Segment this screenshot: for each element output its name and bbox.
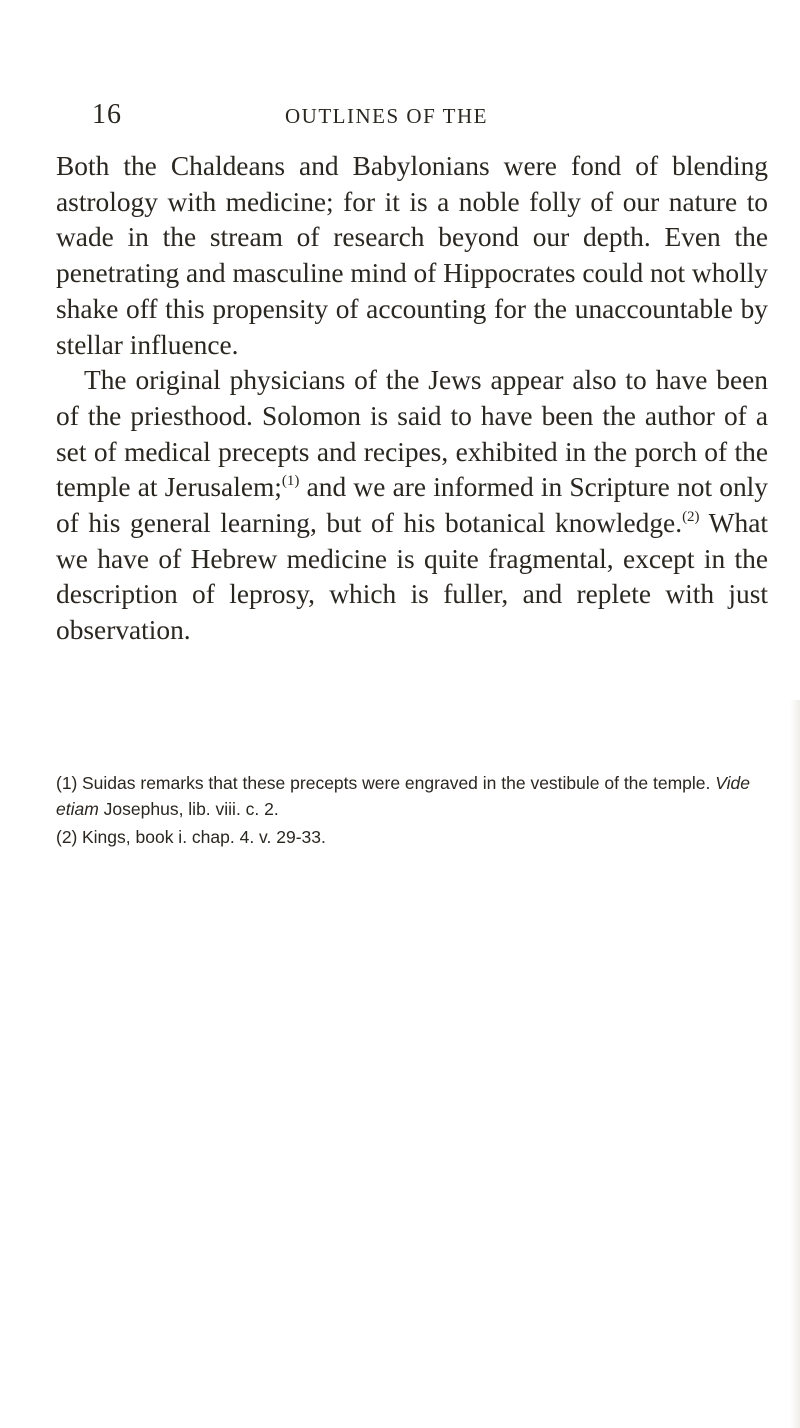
paragraph-2-text-1: The original physicians of the Jews appear also to have been of the priesthood. Solomon is said to have been the author of a set of medical precepts and recipes, exhibited in the porch of the temple at Jerusalem; bbox=[56, 365, 768, 503]
footnote-ref-2: (2) bbox=[682, 509, 700, 526]
footnote-1-text: Suidas remarks that these precepts were engraved in the vestibule of the temple. bbox=[82, 773, 716, 793]
paragraph-2-text-2: and we are informed in Scripture not only of his general learning, but of his botanical knowledge. bbox=[56, 472, 768, 539]
page-number: 16 bbox=[92, 99, 122, 130]
footnote-1-italic: Vide etiam bbox=[56, 773, 750, 819]
page-edge-shadow bbox=[790, 700, 800, 1428]
footnote-1 bbox=[56, 770, 768, 822]
paragraph-2-text-3: What we have of Hebrew medicine is quite fragmental, except in the description of leprosy, which is fuller, and replete with just observation. bbox=[56, 508, 768, 646]
body-text bbox=[56, 149, 768, 649]
footnote-1-marker: (1) bbox=[56, 773, 78, 793]
footnote-2-marker: (2) bbox=[56, 827, 78, 847]
footnote-1-text-after: Josephus, lib. viii. c. 2. bbox=[98, 799, 279, 819]
running-head: OUTLINES OF THE bbox=[285, 104, 488, 128]
page-header bbox=[92, 95, 782, 135]
footnote-2-text: Kings, book i. chap. 4. v. 29-33. bbox=[82, 827, 326, 847]
footnote-ref-1: (1) bbox=[281, 473, 300, 490]
paragraph-2 bbox=[56, 363, 768, 649]
footnote-2 bbox=[56, 824, 768, 850]
paragraph-1: Both the Chaldeans and Babylonians were fond of blending astrology with medicine; for it is a noble folly of our nature to wade in the stream of research beyond our depth. Even the penetrating and masculine mind of Hippocrates could not wholly shake off this propensity of accounting for the unaccountable by stellar influence. bbox=[56, 151, 768, 360]
footnotes bbox=[56, 770, 768, 852]
